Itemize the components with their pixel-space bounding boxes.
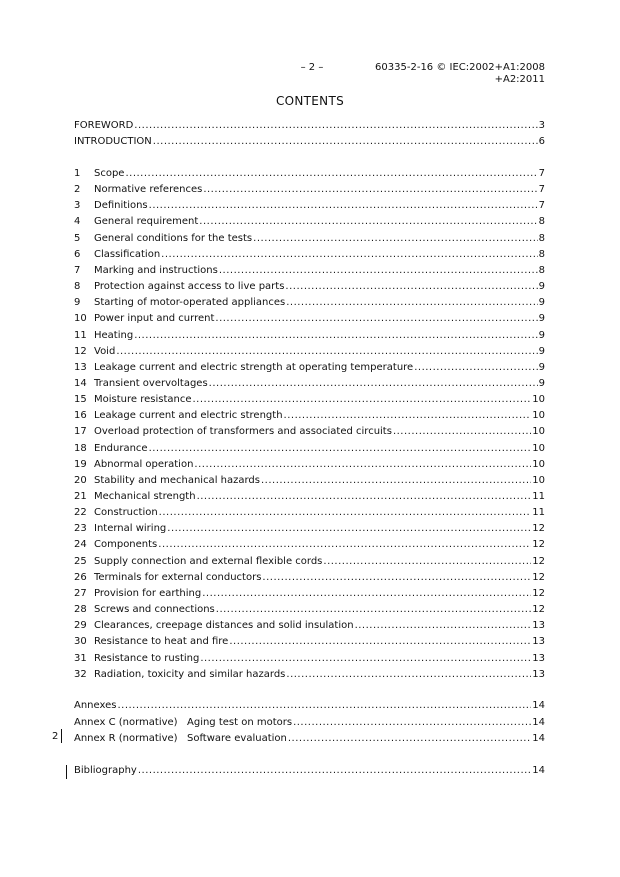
toc-clause-26[interactable] [74, 571, 545, 584]
clause-number: 11 [74, 329, 87, 341]
clause-title: Scope [94, 168, 125, 179]
dot-leader [288, 732, 531, 745]
standard-reference [375, 62, 545, 86]
dot-leader [219, 264, 538, 277]
toc-clause-25[interactable] [74, 555, 545, 568]
dot-leader [229, 635, 531, 648]
clause-page: 9 [538, 281, 545, 293]
clause-title: Power input and current [94, 313, 215, 325]
clause-title: Marking and instructions [94, 264, 218, 276]
toc-annex-1[interactable] [74, 732, 545, 745]
entry-label: FOREWORD [74, 120, 134, 131]
clause-page: 9 [538, 377, 545, 389]
clause-title: Moisture resistance [94, 394, 192, 406]
clause-title: Resistance to rusting [94, 652, 200, 664]
clause-number: 6 [74, 248, 81, 260]
dot-leader [158, 538, 531, 551]
change-bar-annex-r [61, 729, 62, 743]
dot-leader [323, 555, 531, 568]
clause-page: 7 [538, 184, 545, 196]
clause-page: 12 [532, 539, 545, 551]
clause-number: 13 [74, 361, 87, 373]
clause-title: Construction [94, 507, 158, 519]
clause-number: 17 [74, 426, 87, 438]
clause-title: Leakage current and electric strength [94, 410, 283, 422]
clause-title: Endurance [94, 442, 148, 454]
dot-leader [203, 183, 537, 196]
toc-annex-0[interactable] [74, 716, 545, 729]
toc-clause-3[interactable] [74, 199, 545, 212]
annex-title: Aging test on motors [187, 717, 293, 728]
clause-number: 9 [74, 297, 81, 309]
clause-number: 25 [74, 555, 87, 567]
clause-number: 15 [74, 394, 87, 406]
annex-page: 14 [532, 733, 545, 744]
clause-page: 12 [532, 523, 545, 535]
toc-clause-30[interactable] [74, 635, 545, 648]
clause-page: 11 [532, 491, 545, 502]
clause-number: 14 [74, 377, 87, 389]
dot-leader [193, 393, 532, 406]
annex-label: Annex C (normative) [74, 717, 178, 728]
clause-title: Protection against access to live parts [94, 281, 285, 293]
toc-clause-5[interactable] [74, 232, 545, 245]
clause-title: Provision for earthing [94, 587, 202, 599]
toc-clause-19[interactable] [74, 458, 545, 471]
clause-page: 8 [538, 248, 545, 260]
dot-leader [262, 571, 531, 584]
dot-leader [200, 652, 531, 665]
dot-leader [159, 506, 532, 519]
clause-page: 8 [538, 264, 545, 276]
dot-leader [194, 458, 531, 471]
dot-leader [197, 490, 532, 503]
page-title: CONTENTS [275, 94, 345, 108]
dot-leader [286, 668, 531, 681]
clause-page: 10 [532, 426, 545, 438]
dot-leader [215, 312, 537, 325]
dot-leader [414, 361, 537, 374]
toc-clause-28[interactable] [74, 603, 545, 616]
clause-title: Resistance to heat and fire [94, 636, 229, 648]
dot-leader [202, 587, 531, 600]
clause-title: Transient overvoltages [94, 377, 208, 389]
toc-clause-1[interactable] [74, 167, 545, 180]
toc-clause-24[interactable] [74, 538, 545, 551]
clause-page: 10 [532, 394, 545, 406]
dot-leader [149, 199, 538, 212]
annexes-heading: Annexes [74, 700, 117, 711]
toc-clause-18[interactable] [74, 442, 545, 455]
toc-clause-22[interactable] [74, 506, 545, 519]
toc-clause-21[interactable] [74, 490, 545, 503]
toc-clause-17[interactable] [74, 425, 545, 438]
clause-number: 27 [74, 587, 87, 599]
clause-number: 28 [74, 604, 87, 616]
clause-number: 12 [74, 345, 87, 357]
dot-leader [393, 425, 531, 438]
dot-leader [134, 329, 537, 342]
dot-leader [199, 215, 537, 228]
toc-clause-31[interactable] [74, 652, 545, 665]
dot-leader [153, 135, 538, 148]
clause-page: 9 [538, 345, 545, 357]
entry-page: 3 [538, 120, 545, 131]
clause-title: Normative references [94, 184, 203, 196]
clause-page: 9 [538, 297, 545, 309]
dot-leader [293, 716, 531, 729]
toc-clause-20[interactable] [74, 474, 545, 487]
clause-number: 18 [74, 442, 87, 454]
clause-page: 13 [532, 668, 545, 680]
clause-title: Radiation, toxicity and similar hazards [94, 668, 286, 680]
dot-leader [116, 345, 537, 358]
clause-number: 32 [74, 668, 87, 680]
clause-title: Screws and connections [94, 604, 215, 616]
annexes-page: 14 [532, 700, 545, 711]
clause-title: Internal wiring [94, 523, 167, 535]
clause-number: 29 [74, 620, 87, 632]
entry-label: INTRODUCTION [74, 136, 152, 147]
clause-page: 12 [532, 571, 545, 583]
toc-clause-8[interactable] [74, 280, 545, 293]
toc-entry-foreword[interactable] [74, 119, 545, 132]
toc-clause-14[interactable] [74, 377, 545, 390]
clause-number: 7 [74, 264, 81, 276]
dot-leader [149, 442, 532, 455]
clause-page: 9 [538, 329, 545, 341]
standard-reference-line1: 60335-2-16 © IEC:2002+A1:2008 [375, 62, 545, 73]
toc-clause-9[interactable] [74, 296, 545, 309]
clause-page: 11 [532, 507, 545, 519]
clause-title: Terminals for external conductors [94, 571, 262, 583]
dot-leader [161, 248, 537, 261]
clause-page: 8 [538, 232, 545, 244]
clause-page: 13 [532, 652, 545, 664]
dot-leader [285, 280, 537, 293]
clause-number: 19 [74, 458, 87, 470]
toc-clause-13[interactable] [74, 361, 545, 374]
clause-page: 12 [532, 604, 545, 616]
dot-leader [117, 699, 531, 712]
toc-clause-16[interactable] [74, 409, 545, 422]
clause-number: 26 [74, 571, 87, 583]
toc-clause-11[interactable] [74, 329, 545, 342]
clause-title: Stability and mechanical hazards [94, 474, 260, 486]
clause-page: 10 [532, 442, 545, 454]
toc-annexes[interactable] [74, 699, 545, 712]
toc-clause-10[interactable] [74, 312, 545, 325]
clause-number: 31 [74, 652, 87, 664]
clause-number: 23 [74, 523, 87, 535]
clause-page: 13 [532, 636, 545, 648]
dot-leader [125, 167, 537, 180]
toc-entry-introduction[interactable] [74, 135, 545, 148]
clause-title: Supply connection and external flexible cords [94, 555, 323, 567]
toc-bibliography[interactable] [74, 764, 545, 777]
revision-marker: 2 [52, 731, 59, 742]
clause-number: 30 [74, 636, 87, 648]
dot-leader [209, 377, 538, 390]
entry-page: 6 [538, 136, 545, 147]
clause-number: 16 [74, 410, 87, 422]
toc-clause-2[interactable] [74, 183, 545, 196]
clause-page: 10 [532, 474, 545, 486]
clause-page: 7 [538, 168, 545, 179]
clause-title: Classification [94, 248, 161, 260]
dot-leader [138, 764, 531, 777]
page-number: – 2 – [300, 62, 324, 73]
dot-leader [216, 603, 532, 616]
clause-title: Overload protection of transformers and associated circuits [94, 426, 392, 438]
clause-title: Abnormal operation [94, 458, 194, 470]
clause-number: 22 [74, 507, 87, 519]
dot-leader [167, 522, 531, 535]
toc-clause-12[interactable] [74, 345, 545, 358]
clause-title: Starting of motor-operated appliances [94, 297, 286, 309]
toc-clause-7[interactable] [74, 264, 545, 277]
change-bar-bibliography [66, 765, 67, 779]
toc-clause-6[interactable] [74, 248, 545, 261]
clause-title: General conditions for the tests [94, 232, 253, 244]
toc-clause-27[interactable] [74, 587, 545, 600]
clause-number: 2 [74, 184, 81, 196]
clause-page: 10 [532, 410, 545, 422]
clause-title: Components [94, 539, 158, 551]
standard-reference-line2: +A2:2011 [494, 74, 545, 85]
clause-page: 8 [538, 216, 545, 228]
clause-page: 9 [538, 313, 545, 325]
toc-clause-23[interactable] [74, 522, 545, 535]
annex-title: Software evaluation [187, 733, 287, 744]
bibliography-page: 14 [532, 765, 545, 776]
annex-page: 14 [532, 717, 545, 728]
clause-title: Void [94, 345, 116, 357]
clause-number: 5 [74, 232, 81, 244]
dot-leader [253, 232, 537, 245]
dot-leader [284, 409, 532, 422]
clause-title: Mechanical strength [94, 491, 196, 502]
annex-label: Annex R (normative) [74, 733, 178, 744]
toc-clause-32[interactable] [74, 668, 545, 681]
clause-number: 20 [74, 474, 87, 486]
clause-page: 10 [532, 458, 545, 470]
toc-clause-29[interactable] [74, 619, 545, 632]
dot-leader [355, 619, 532, 632]
clause-page: 12 [532, 555, 545, 567]
dot-leader [134, 119, 537, 132]
clause-title: Heating [94, 329, 134, 341]
clause-number: 1 [74, 168, 81, 179]
clause-number: 24 [74, 539, 87, 551]
clause-number: 21 [74, 491, 87, 502]
clause-title: Definitions [94, 200, 148, 212]
clause-number: 3 [74, 200, 81, 212]
clause-title: Leakage current and electric strength at operating temperature [94, 361, 414, 373]
clause-page: 13 [532, 620, 545, 632]
clause-number: 4 [74, 216, 81, 228]
dot-leader [286, 296, 537, 309]
clause-page: 7 [538, 200, 545, 212]
bibliography-label: Bibliography [74, 765, 137, 776]
clause-number: 10 [74, 313, 87, 325]
clause-number: 8 [74, 281, 81, 293]
clause-title: General requirement [94, 216, 199, 228]
toc-clause-4[interactable] [74, 215, 545, 228]
clause-page: 12 [532, 587, 545, 599]
toc-clause-15[interactable] [74, 393, 545, 406]
dot-leader [261, 474, 531, 487]
clause-page: 9 [538, 361, 545, 373]
clause-title: Clearances, creepage distances and solid insulation [94, 620, 354, 632]
